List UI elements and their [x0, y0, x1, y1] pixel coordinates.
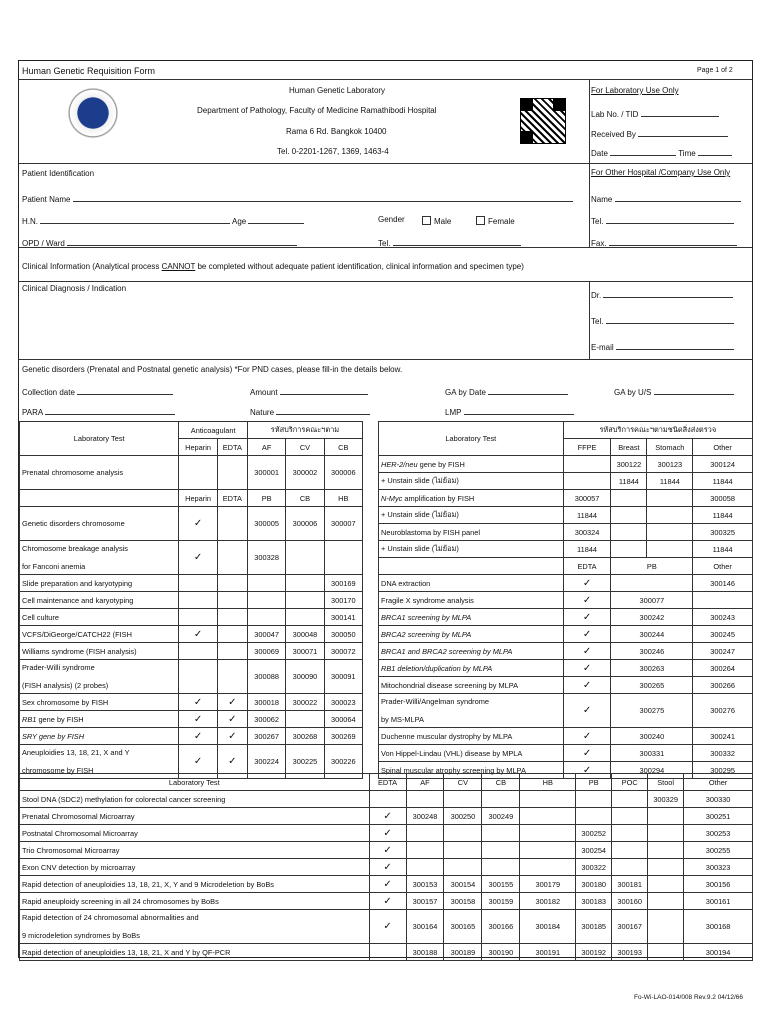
other-fax-field[interactable]: Fax. — [591, 238, 737, 248]
patient-tel-field[interactable]: Tel. — [378, 238, 521, 248]
lab-name: Human Genetic Laboratory — [289, 86, 386, 95]
ga-us-field[interactable]: GA by U/S — [614, 387, 734, 397]
patient-name-field[interactable]: Patient Name — [22, 194, 573, 204]
table-row: Cell maintenance and karyotyping — [20, 592, 179, 609]
genetic-disorders-title: Genetic disorders (Prenatal and Postnatal genetic analysis) *For PND cases, please fill-in the details below. — [22, 365, 403, 374]
left-test-table: Laboratory Test Anticoagulant รหัสบริการคณะฯตาม Heparin EDTA AF CV CB Prenatal chromosome analysis 300001 300002 300006 Heparin EDTA PB CB HB Genetic disorders chromosome ✓ 300005 300006 300007 Chromosome breakage analysis for Fanconi anemia ✓ 300328 Slide preparation and karyotyping 300169 Cell maintenance and karyotyping 300170 Cell culture 300141 VCFS/DiGeorge/CATCH22 (FISH ✓ 300047 300048 300050 Williams syndrome (FISH analysis) 300069 300071 300072 Prader-Willi syndrome (FISH analysis) (2 probes) 300088 300090 300091 Sex chromosome by FISH ✓ ✓ 300018 300022 300023 RB1 gene by FISH ✓ ✓ 300062 300064 SRY gene by FISH ✓ ✓ 300267 300268 300269 Aneuploidies 13, 18, 21, X and Y chromosome by FISH ✓ ✓ 300224 300225 300226 — [19, 421, 363, 779]
table-row: N-Myc amplification by FISH — [379, 490, 564, 507]
table-row: Slide preparation and karyotyping — [20, 575, 179, 592]
table-row: Von Hippel-Lindau (VHL) disease by MPLA — [379, 745, 564, 762]
table-row: Trio Chromosomal Microarray ✓ 300254 300255 — [20, 842, 753, 859]
email-field[interactable]: E-mail — [591, 342, 734, 352]
table-row: Genetic disorders chromosome — [20, 507, 179, 541]
table-row: BRCA2 screening by MLPA — [379, 626, 564, 643]
table-row: RB1 gene by FISH — [20, 711, 179, 728]
table-row: Prader-Willi/Angelman syndrome by MS-MLPA — [379, 694, 564, 728]
right-test-table: Laboratory Test รหัสบริการคณะฯตามชนิดสิ่งส่งตรวจ FFPE Breast Stomach Other HER-2/neu gene by FISH 300122 300123 300124 + Unstain slide (ไม่ย้อม) 11844 11844 11844 N-Myc amplification by FISH 300057 300058 + Unstain slide (ไม่ย้อม) 11844 11844 Neuroblastoma by FISH panel 300324 300325 + Unstain slide (ไม่ย้อม) 11844 11844 EDTA PB Other DNA extraction ✓ 300146 Fragile X syndrome analysis ✓ 300077 BRCA1 screening by MLPA ✓ 300242 300243 BRCA2 screening by MLPA ✓ 300244 300245 BRCA1 and BRCA2 screening by MLPA ✓ 300246 300247 RB1 deletion/duplication by MLPA ✓ 300263 300264 Mitochondrial disease screening by MLPA ✓ 300265 300266 Prader-Willi/Angelman syndrome by MS-MLPA ✓ 300275 300276 Duchenne muscular dystrophy by MLPA ✓ 300240 300241 Von Hippel-Lindau (VHL) disease by MPLA ✓ 300331 300332 Spinal muscular atrophy screening by MLPA ✓ 300294 300295 — [378, 421, 753, 779]
form-title: Human Genetic Requisition Form — [22, 66, 156, 76]
table-row: Spinal muscular atrophy screening by MLPA — [379, 762, 564, 779]
table-row: + Unstain slide (ไม่ย้อม) — [379, 473, 564, 490]
table-row: Rapid detection of aneuploidies 13, 18, 21, X and Y by QF-PCR 300188 300189 300190 300191 300192 300193 300194 — [20, 944, 753, 961]
para-field[interactable]: PARA — [22, 407, 175, 417]
table-row: Postnatal Chromosomal Microarray ✓ 300252 300253 — [20, 825, 753, 842]
nature-field[interactable]: Nature — [250, 407, 370, 417]
table-row: Exon CNV detection by microarray ✓ 300322 300323 — [20, 859, 753, 876]
qr-code — [520, 98, 566, 144]
table-row: RB1 deletion/duplication by MLPA — [379, 660, 564, 677]
table-row: HER-2/neu gene by FISH — [379, 456, 564, 473]
table-row: Prenatal chromosome analysis — [20, 456, 179, 490]
table-row: Rapid detection of aneuploidies 13, 18, 21, X, Y and 9 Microdeletion by BoBs ✓ 300153 300154 300155 300179 300180 300181 300156 — [20, 876, 753, 893]
amount-field[interactable]: Amount — [250, 387, 368, 397]
lmp-field[interactable]: LMP — [445, 407, 574, 417]
table-header: Laboratory Test — [20, 422, 179, 456]
table-row: Prader-Willi syndrome (FISH analysis) (2 probes) — [20, 660, 179, 694]
address: Rama 6 Rd. Bangkok 10400 — [286, 127, 387, 136]
table-row: Neuroblastoma by FISH panel — [379, 524, 564, 541]
table-row: SRY gene by FISH — [20, 728, 179, 745]
table-row: Aneuploidies 13, 18, 21, X and Y chromosome by FISH — [20, 745, 179, 779]
opd-ward-field[interactable]: OPD / Ward — [22, 238, 297, 248]
other-tel-field[interactable]: Tel. — [591, 216, 734, 226]
table-row: Rapid aneuploidy screening in all 24 chromosomes by BoBs ✓ 300157 300158 300159 300182 300183 300160 300161 — [20, 893, 753, 910]
table-row: + Unstain slide (ไม่ย้อม) — [379, 541, 564, 558]
ga-date-field[interactable]: GA by Date — [445, 387, 568, 397]
table-row: BRCA1 screening by MLPA — [379, 609, 564, 626]
date-field[interactable]: Date Time — [591, 148, 732, 158]
female-checkbox[interactable]: Female — [476, 216, 515, 226]
doctor-field[interactable]: Dr. — [591, 290, 733, 300]
table-row: Duchenne muscular dystrophy by MLPA — [379, 728, 564, 745]
table-row: DNA extraction — [379, 575, 564, 592]
lab-phone: Tel. 0-2201-1267, 1369, 1463-4 — [277, 147, 389, 156]
table-row: Prenatal Chromosomal Microarray ✓ 300248 300250 300249 300251 — [20, 808, 753, 825]
lab-use-heading: For Laboratory Use Only — [591, 86, 679, 95]
table-row: Sex chromosome by FISH — [20, 694, 179, 711]
table-row: Fragile X syndrome analysis — [379, 592, 564, 609]
bottom-test-table: Laboratory Test EDTA AF CV CB HB PB POC Stool Other Stool DNA (SDC2) methylation for colorectal cancer screening 300329 300330 Prenatal Chromosomal Microarray ✓ 300248 300250 300249 300251 Postnatal Chromosomal Microarray ✓ 300252 300253 Trio Chromosomal Microarray ✓ 300254 300255 Exon CNV detection by microarray ✓ 300322 300323 Rapid detection of aneuploidies 13, 18, 21, X, Y and 9 Microdeletion by BoBs ✓ 300153 300154 300155 300179 300180 300181 300156 Rapid aneuploidy screening in all 24 chromosomes by BoBs ✓ 300157 300158 300159 300182 300183 300160 300161 Rapid detection of 24 chromosomal abnormalities and 9 microdeletion syndromes by BoBs ✓ 300164 300165 300166 300184 300185 300167 300168 Rapid detection of aneuploidies 13, 18, 21, X and Y by QF-PCR 300188 300189 300190 300191 300192 300193 300194 — [19, 773, 753, 961]
table-row: + Unstain slide (ไม่ย้อม) — [379, 507, 564, 524]
doctor-tel-field[interactable]: Tel. — [591, 316, 734, 326]
table-row: Chromosome breakage analysis for Fanconi anemia — [20, 541, 179, 575]
collection-date-field[interactable]: Collection date — [22, 387, 173, 397]
other-name-field[interactable]: Name — [591, 194, 741, 204]
table-row: Williams syndrome (FISH analysis) — [20, 643, 179, 660]
hn-field[interactable]: H.N. Age — [22, 216, 304, 226]
department: Department of Pathology, Faculty of Medicine Ramathibodi Hospital — [197, 106, 437, 115]
clinical-diagnosis-label: Clinical Diagnosis / Indication — [22, 284, 127, 293]
hospital-logo — [66, 86, 120, 140]
other-hospital-heading: For Other Hospital /Company Use Only — [591, 168, 731, 177]
patient-id-heading: Patient Identification — [22, 169, 95, 178]
lab-no-field[interactable]: Lab No. / TID — [591, 109, 719, 119]
table-row: Rapid detection of 24 chromosomal abnormalities and 9 microdeletion syndromes by BoBs ✓ 300164 300165 300166 300184 300185 300167 300168 — [20, 910, 753, 944]
table-row: BRCA1 and BRCA2 screening by MLPA — [379, 643, 564, 660]
page-number: Page 1 of 2 — [697, 67, 733, 74]
clinical-info-note: Clinical Information (Analytical process CANNOT be completed without adequate patient identification, clinical information and specimen type) — [22, 262, 524, 271]
table-row: Stool DNA (SDC2) methylation for colorectal cancer screening 300329 300330 — [20, 791, 753, 808]
received-by-field[interactable]: Received By — [591, 129, 728, 139]
table-row: Mitochondrial disease screening by MLPA — [379, 677, 564, 694]
table-row: VCFS/DiGeorge/CATCH22 (FISH — [20, 626, 179, 643]
form-footer-code: Fo-Wi-LAO-014/008 Rev.9.2 04/12/66 — [634, 994, 743, 1001]
gender-field: Gender — [378, 215, 405, 224]
male-checkbox[interactable]: Male — [422, 216, 451, 226]
table-row: Cell culture — [20, 609, 179, 626]
